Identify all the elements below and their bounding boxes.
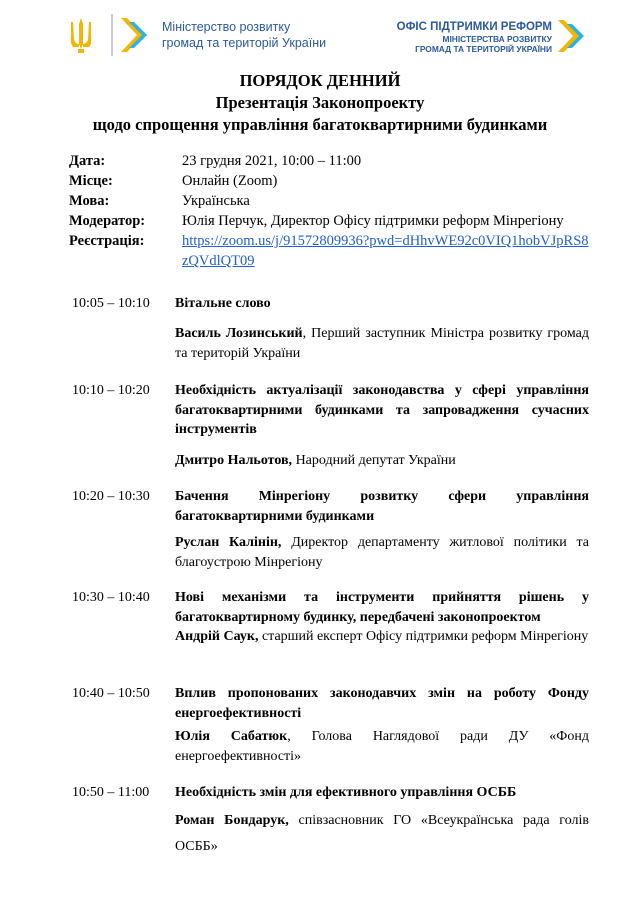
registration-link[interactable]: https://zoom.us/j/91572809936?pwd=dHhvWE92c0VIQ1hobVJpRS8zQVdlQT09 <box>182 233 589 269</box>
date-label: Дата: <box>69 153 106 169</box>
speaker-role: , Голова Наглядової ради ДУ «Фонд енергоефективності» <box>175 729 589 764</box>
info-row-date <box>69 151 589 171</box>
reform-line-3: ГРОМАД ТА ТЕРИТОРІЙ УКРАЇНИ <box>415 44 552 54</box>
agenda-speaker <box>175 324 589 363</box>
moderator-value: Юлія Перчук, Директор Офісу підтримки реформ Мінрегіону <box>182 213 564 229</box>
speaker-role: старший експерт Офісу підтримки реформ Мінрегіону <box>258 629 589 644</box>
place-value: Онлайн (Zoom) <box>182 173 278 189</box>
date-value: 23 грудня 2021, 10:00 – 11:00 <box>182 153 362 169</box>
agenda-time: 10:50 – 11:00 <box>72 785 150 800</box>
agenda-topic: Необхідність актуалізації законодавства у сфері управління багатоквартирними будинками та запровадження сучасних інструментів <box>175 383 589 437</box>
speaker-name: Андрій Саук, <box>175 629 259 644</box>
agenda-time: 10:40 – 10:50 <box>72 686 150 701</box>
title-line-3: щодо спрощення управління багатоквартирними будинками <box>92 115 548 134</box>
reform-office-logo-text <box>397 21 552 54</box>
reform-line-1: ОФІС ПІДТРИМКИ РЕФОРМ <box>396 21 552 33</box>
speaker-name: Руслан Калінін, <box>175 535 282 550</box>
language-label: Мова: <box>69 193 110 209</box>
agenda-speaker <box>175 727 589 766</box>
info-row-language <box>69 191 589 211</box>
event-info <box>69 151 589 271</box>
ministry-line-2: громад та територій України <box>162 36 327 50</box>
place-label: Місце: <box>69 173 113 189</box>
agenda-time: 10:05 – 10:10 <box>72 296 150 311</box>
agenda-speaker <box>175 533 589 572</box>
agenda-topic: Нові механізми та інструменти прийняття рішень у багатоквартирному будинку, передбачені законопроектом <box>175 590 589 625</box>
speaker-name: Юлія Сабатюк <box>175 729 288 744</box>
speaker-role: співзасновник ГО «Всеукраїнська рада голів ОСББ» <box>175 813 590 854</box>
language-value: Українська <box>182 193 250 209</box>
ministry-line-1: Міністерство розвитку <box>162 20 291 34</box>
trident-emblem-icon <box>68 16 94 54</box>
registration-value <box>182 231 589 271</box>
info-row-moderator <box>69 211 589 231</box>
agenda-time: 10:20 – 10:30 <box>72 489 150 504</box>
title-line-2: Презентація Законопроекту <box>215 93 425 112</box>
speaker-name: Дмитро Нальотов, <box>175 453 293 468</box>
reform-line-2: МІНІСТЕРСТВА РОЗВИТКУ <box>442 34 552 44</box>
moderator-label: Модератор: <box>69 213 146 229</box>
agenda-title <box>0 70 640 136</box>
header <box>0 0 640 70</box>
agenda-time: 10:30 – 10:40 <box>72 590 150 605</box>
speaker-name: Василь Лозинський <box>175 326 303 341</box>
info-row-registration <box>69 231 589 271</box>
speaker-name: Роман Бондарук, <box>175 813 289 828</box>
registration-label: Реєстрація: <box>69 233 145 249</box>
agenda-topic: Бачення Мінрегіону розвитку сфери управління багатоквартирними будинками <box>175 489 589 524</box>
speaker-role: Народний депутат України <box>292 453 456 468</box>
agenda-topic: Вітальне слово <box>175 296 271 311</box>
info-row-place <box>69 171 589 191</box>
ministry-chevron-logo-icon <box>111 14 151 56</box>
agenda-speaker <box>175 627 589 647</box>
agenda-time: 10:10 – 10:20 <box>72 383 150 398</box>
ministry-logo-text <box>162 19 326 51</box>
agenda-speaker <box>175 451 589 471</box>
title-line-1: ПОРЯДОК ДЕННИЙ <box>239 71 401 90</box>
speaker-role: , Перший заступник Міністра розвитку громад та територій України <box>175 326 589 361</box>
speaker-role: Директор департаменту житлової політики та благоустрою Мінрегіону <box>175 535 589 570</box>
agenda-topic: Вплив пропонованих законодавчих змін на роботу Фонду енергоефективності <box>175 686 589 721</box>
reform-chevron-logo-icon <box>556 17 592 55</box>
agenda-speaker <box>175 808 589 860</box>
agenda-topic: Необхідність змін для ефективного управління ОСББ <box>175 785 517 800</box>
